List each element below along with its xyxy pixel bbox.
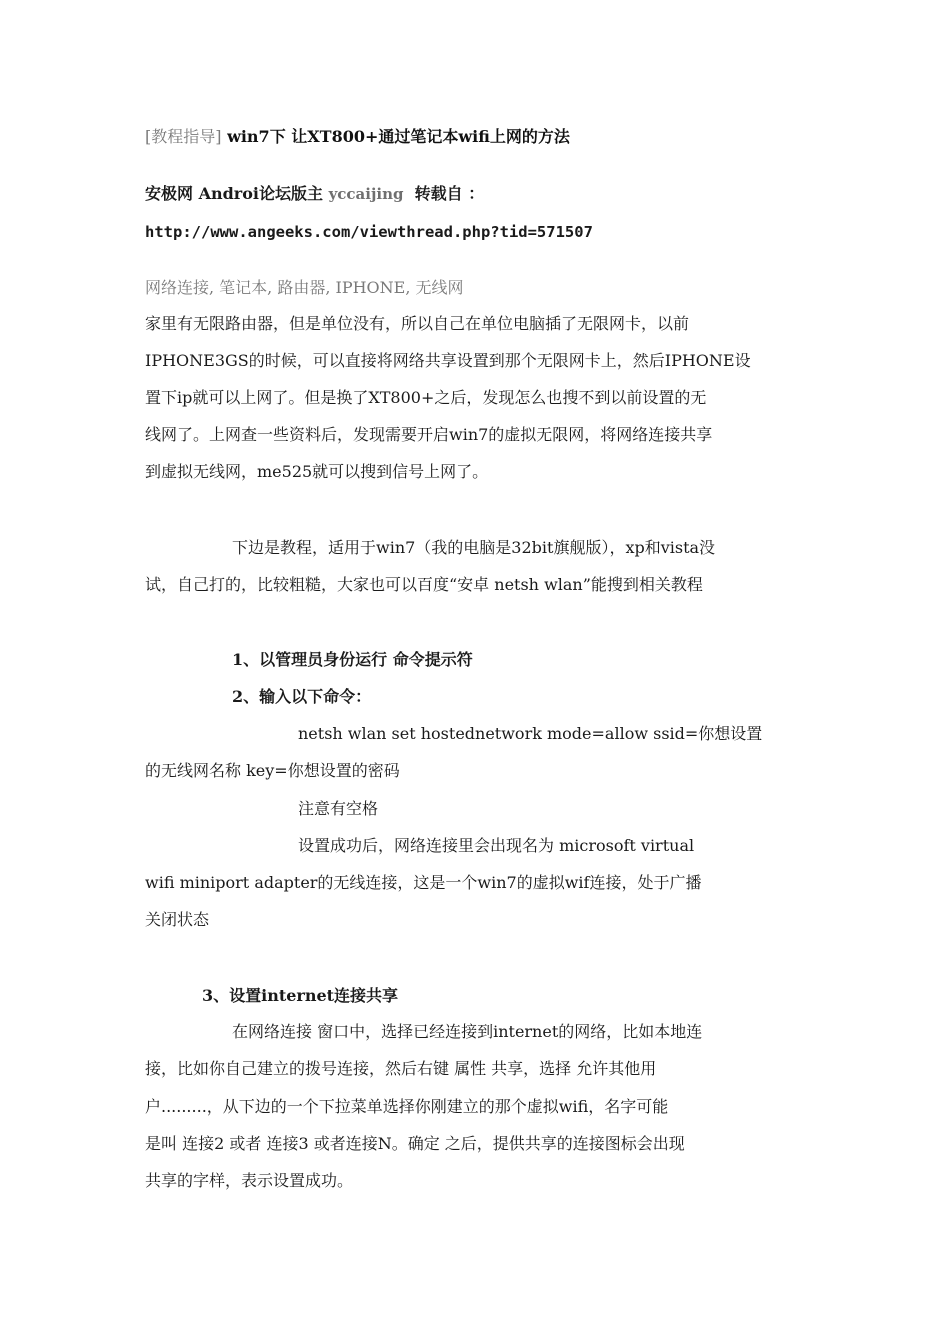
author-line-end: 转载自 ： (403, 184, 485, 203)
author-line-start: 安极网 Androi论坛版主 (145, 184, 323, 203)
step-1: 1、以管理员身份运行 命令提示符 (232, 650, 473, 669)
author-line (145, 183, 484, 205)
intro-line-5: 到虚拟无线网，me525就可以搜到信号上网了。 (145, 462, 489, 481)
intro-line-2: IPHONE3GS的时候，可以直接将网络共享设置到那个无限网卡上，然后IPHONE设 (145, 351, 751, 370)
source-url: http://www.angeeks.com/viewthread.php?tid=571507 (145, 223, 593, 241)
step3-line-2: 接，比如你自己建立的拨号连接，然后右键 属性 共享，选择 允许其他用 (145, 1059, 657, 1078)
title-prefix: [教程指导] (145, 127, 222, 146)
author-name: yccaijing (328, 185, 404, 203)
step3-line-3: 户.........，从下边的一个下拉菜单选择你刚建立的那个虚拟wifi，名字可能 (145, 1097, 669, 1116)
step3-line-5: 共享的字样，表示设置成功。 (145, 1171, 354, 1190)
article-title (145, 126, 570, 148)
step-2: 2、输入以下命令： (232, 687, 372, 706)
step-3: 3、设置internet连接共享 (202, 986, 399, 1005)
title-text: win7下 让XT800+通过笔记本wifi上网的方法 (221, 127, 570, 146)
intro-line-4: 线网了。上网查一些资料后，发现需要开启win7的虚拟无限网，将网络连接共享 (145, 425, 713, 444)
space-note: 注意有空格 (298, 799, 379, 818)
step3-line-1: 在网络连接 窗口中，选择已经连接到internet的网络，比如本地连 (232, 1022, 703, 1041)
step3-line-4: 是叫 连接2 或者 连接3 或者连接N。确定 之后，提供共享的连接图标会出现 (145, 1134, 685, 1153)
result-line-2: wifi miniport adapter的无线连接，这是一个win7的虚拟wif连接，处于广播 (145, 873, 702, 892)
tags-line: 网络连接, 笔记本, 路由器, IPHONE, 无线网 (145, 278, 464, 297)
result-line-3: 关闭状态 (145, 910, 210, 929)
result-line-1: 设置成功后，网络连接里会出现名为 microsoft virtual (298, 836, 695, 855)
command-line-2: 的无线网名称 key=你想设置的密码 (145, 761, 400, 780)
intro-line-3: 置下ip就可以上网了。但是换了XT800+之后，发现怎么也搜不到以前设置的无 (145, 388, 707, 407)
intro-line-1: 家里有无限路由器，但是单位没有，所以自己在单位电脑插了无限网卡，以前 (145, 314, 690, 333)
tutorial-intro-line-2: 试，自己打的，比较粗糙，大家也可以百度“安卓 netsh wlan”能搜到相关教程 (145, 575, 703, 594)
tutorial-intro-line-1: 下边是教程，适用于win7（我的电脑是32bit旗舰版），xp和vista没 (232, 538, 716, 557)
command-line-1: netsh wlan set hostednetwork mode=allow ssid=你想设置 (298, 724, 763, 743)
